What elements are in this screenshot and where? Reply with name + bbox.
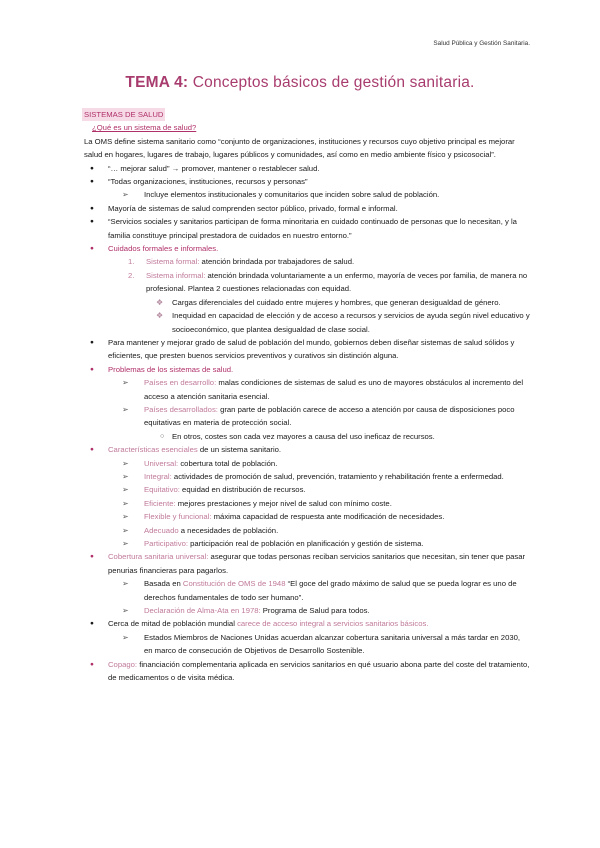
sub-list-item: ➢ Países desarrollados: gran parte de población carece de acceso a atención por causa de disposiciones poco equitativas en materia de protección social. <box>122 404 515 428</box>
sub-list-item: ➢ Flexible y funcional: máxima capacidad de respuesta ante modificación de necesidades. <box>84 510 530 523</box>
title-text: Conceptos básicos de gestión sanitaria. <box>188 74 475 91</box>
arrow-bullet-icon: ➢ <box>122 498 129 508</box>
list-item: ● Copago: financiación complementaria aplicada en servicios sanitarios en qué usuario abona parte del coste del tratamiento, de medicamentos o de visita médica. <box>90 659 530 683</box>
sub-list-item: ➢ Declaración de Alma-Ata en 1978: Programa de Salud para todos. <box>84 604 530 617</box>
sub-list-item: ➢ Universal: cobertura total de población. <box>84 457 530 470</box>
list-item: ● Para mantener y mejorar grado de salud de población del mundo, gobiernos deben diseñar sistemas de salud sólidos y eficientes, que presten buenos servicios preventivos y curativos sin distinción alguna. <box>90 337 515 361</box>
list-item: ● Características esenciales de un sistema sanitario. <box>84 443 530 456</box>
bullet-icon: ● <box>90 178 94 186</box>
arrow-bullet-icon: ➢ <box>122 404 129 414</box>
title-number: TEMA 4: <box>125 74 189 91</box>
document-body <box>84 108 530 684</box>
arrow-bullet-icon: ➢ <box>122 525 129 535</box>
sub-list-item: ➢ Países en desarrollo: malas condiciones de sistemas de salud es uno de mayores obstáculos al incremento del acceso a atención sanitaria esencial. <box>122 378 524 401</box>
header-note: Salud Pública y Gestión Sanitaria. <box>433 40 530 47</box>
list-item: ● Mayoría de sistemas de salud comprenden sector público, privado, formal e informal. <box>84 202 530 215</box>
list-item: ● “Servicios sociales y sanitarios participan de forma minoritaria en cuidado continuado de personas que lo necesitan, y la familia constituye principal prestadora de cuidados en nuestro entorno.” <box>90 217 517 240</box>
sub-list-item: ➢ Estados Miembros de Naciones Unidas acuerdan alcanzar cobertura sanitaria universal a más tardar en 2030, en marco de consecución de Objetivos de Desarrollo Sostenible. <box>122 632 521 656</box>
intro-paragraph: La OMS define sistema sanitario como “conjunto de organizaciones, instituciones y recursos cuyo objetivo principal es mejorar salud en hogares, lugares de trabajo, lugares públicos y comunidades, así como en medio ambiente físico y psicosocial”. <box>84 136 515 160</box>
bullet-icon: ● <box>90 553 94 561</box>
list-item: ● “… mejorar salud” → promover, mantener o restablecer salud. <box>84 162 530 175</box>
page-title <box>0 74 600 92</box>
arrow-bullet-icon: ➢ <box>122 632 129 642</box>
arrow-bullet-icon: ➢ <box>122 471 129 481</box>
sub-sub-list-item: ❖ Inequidad en capacidad de elección y de acceso a recursos y servicios de ayuda según nivel educativo y socioeconómico, que plantea desigualdad de clase social. <box>156 311 530 334</box>
bullet-icon: ● <box>90 365 94 373</box>
sub-list-item: ➢ Basada en Constitución de OMS de 1948 “El goce del grado máximo de salud que se pueda lograr es uno de derechos fundamentales de todo ser humano”. <box>122 579 517 602</box>
numbered-item: 1. Sistema formal: atención brindada por trabajadores de salud. <box>128 257 355 267</box>
list-item: ● Problemas de los sistemas de salud. <box>84 363 530 376</box>
section-title: SISTEMAS DE SALUD <box>82 108 165 121</box>
sub-list-item: ➢ Adecuado a necesidades de población. <box>84 524 530 537</box>
arrow-bullet-icon: ➢ <box>122 485 129 495</box>
question-heading: ¿Qué es un sistema de salud? <box>92 123 197 133</box>
list-item: ● Cobertura sanitaria universal: asegurar que todas personas reciban servicios sanitarios que necesitan, sin tener que pasar penurias financieras para pagarlos. <box>90 552 526 575</box>
arrow-bullet-icon: ➢ <box>122 606 129 616</box>
sub-list-item: ➢ Incluye elementos institucionales y comunitarios que inciden sobre salud de población. <box>84 188 530 201</box>
sub-list-item: ➢ Eficiente: mejores prestaciones y mejor nivel de salud con mínimo coste. <box>84 497 530 510</box>
bullet-icon: ● <box>90 164 94 172</box>
circle-bullet-icon: ○ <box>160 432 165 440</box>
bullet-icon: ● <box>90 338 94 346</box>
numbered-item: 2. Sistema informal: atención brindada voluntariamente a un enfermo, mayoría de veces por familia, de manera no profesional. Plantea 2 cuestiones relacionadas con equidad. <box>128 270 528 294</box>
bullet-icon: ● <box>90 660 94 668</box>
list-item: ● Cuidados formales e informales. <box>84 242 530 255</box>
sub-list-item: ➢ Equitativo: equidad en distribución de recursos. <box>84 483 530 496</box>
diamond-bullet-icon: ❖ <box>156 297 164 307</box>
bullet-icon: ● <box>90 620 94 628</box>
list-item: ● “Todas organizaciones, instituciones, recursos y personas” <box>84 175 530 188</box>
arrow-bullet-icon: ➢ <box>122 539 129 548</box>
sub-list-item: ➢ Participativo: participación real de población en planificación y gestión de sistema. <box>84 537 530 550</box>
sub-sub-list-item: ○ En otros, costes son cada vez mayores a causa del uso ineficaz de recursos. <box>84 430 530 443</box>
sub-sub-list-item: ❖ Cargas diferenciales del cuidado entre mujeres y hombres, que generan desigualdad de género. <box>84 296 530 309</box>
diamond-bullet-icon: ❖ <box>156 311 164 321</box>
arrow-bullet-icon: ➢ <box>122 579 129 589</box>
arrow-bullet-icon: ➢ <box>122 458 129 468</box>
bullet-icon: ● <box>90 446 94 454</box>
arrow-bullet-icon: ➢ <box>122 190 129 200</box>
bullet-icon: ● <box>90 245 94 253</box>
arrow-bullet-icon: ➢ <box>122 512 129 522</box>
list-item: ● Cerca de mitad de población mundial carece de acceso integral a servicios sanitarios básicos. <box>84 617 530 630</box>
bullet-icon: ● <box>90 204 94 212</box>
bullet-icon: ● <box>90 218 94 226</box>
arrow-bullet-icon: ➢ <box>122 378 129 388</box>
sub-list-item: ➢ Integral: actividades de promoción de salud, prevención, tratamiento y rehabilitación frente a enfermedad. <box>84 470 530 483</box>
